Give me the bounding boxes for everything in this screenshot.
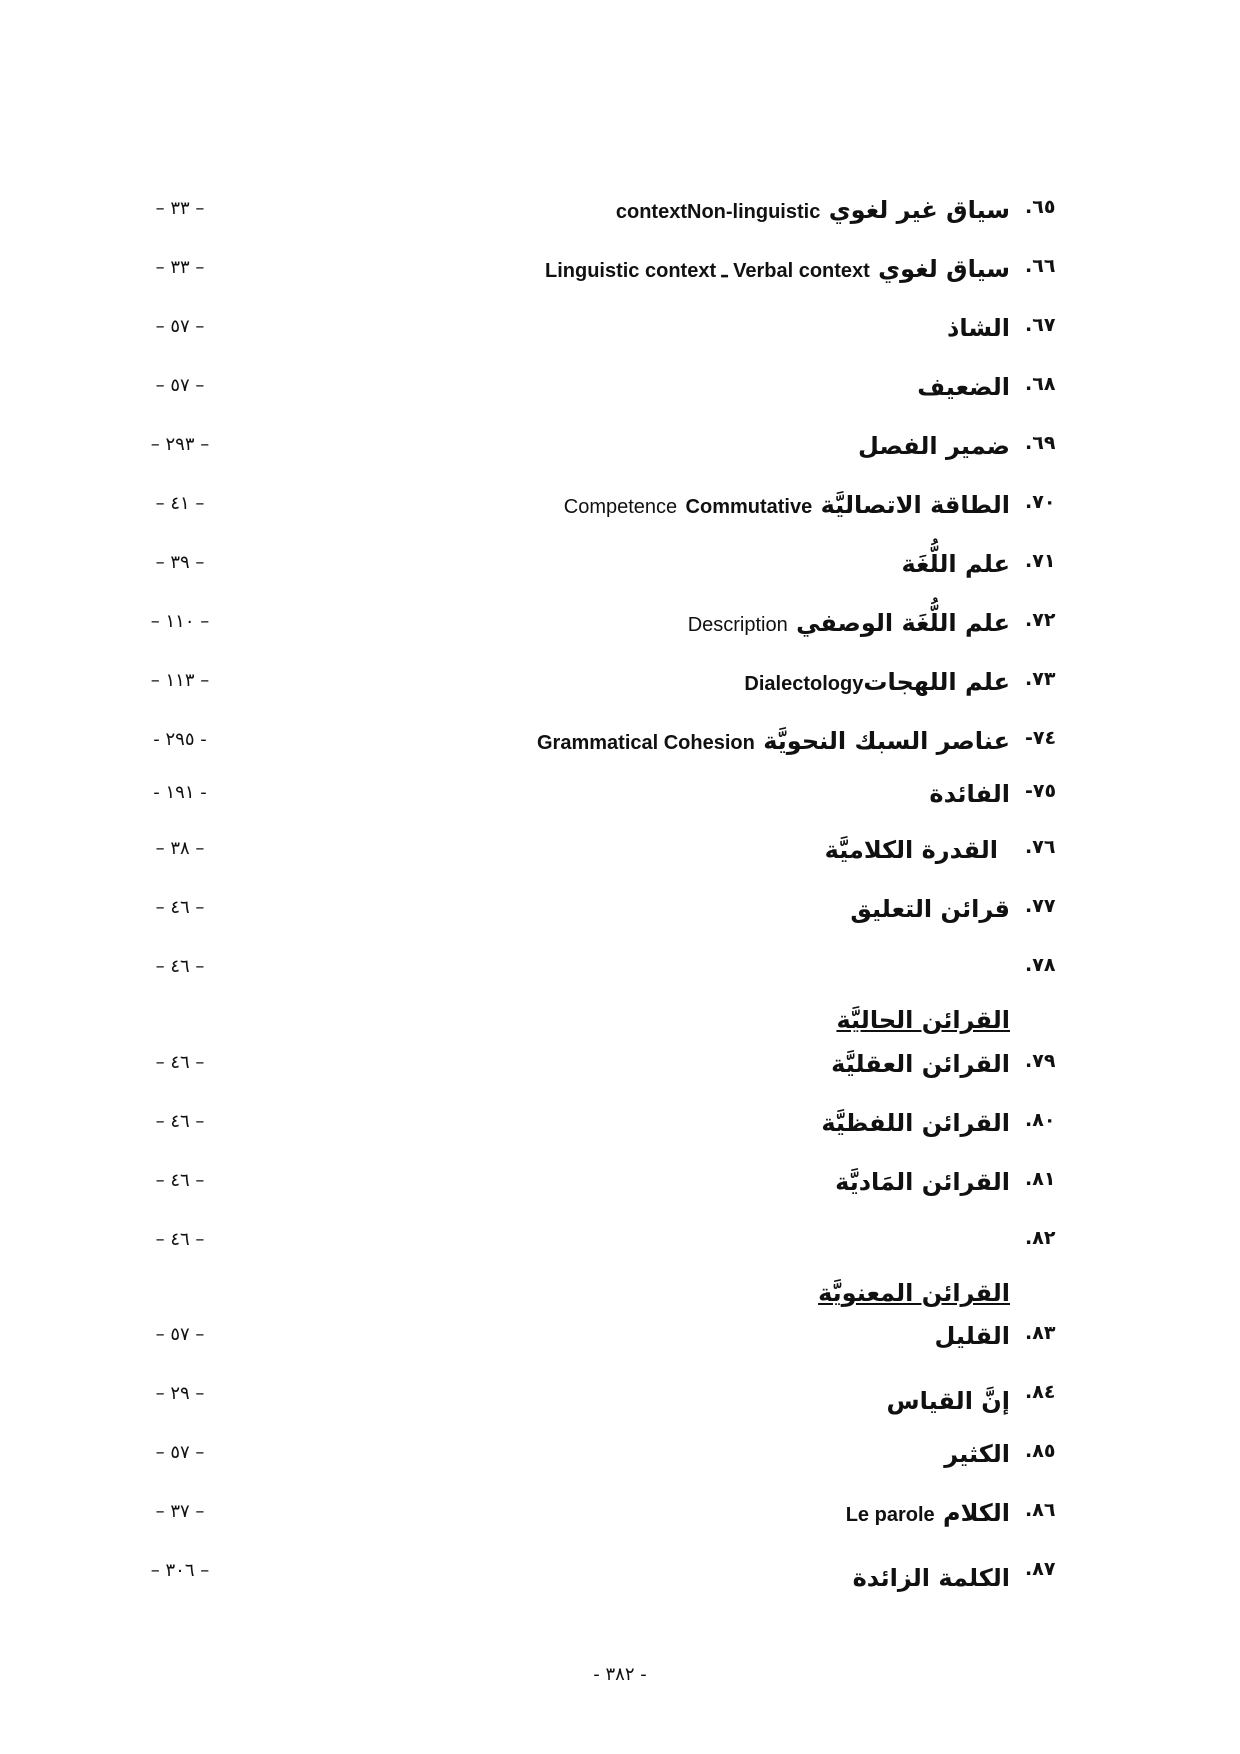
index-entry	[0, 1558, 1240, 1598]
entry-number: ٧٢.	[1025, 609, 1056, 631]
entry-term-arabic: الكثير	[944, 1440, 1010, 1468]
index-entry	[0, 1499, 1240, 1539]
entry-term-latin: Commutative	[685, 496, 813, 518]
entry-term-arabic: القرائن اللفظيَّة	[821, 1109, 1010, 1137]
entry-term-arabic: الفائدة	[929, 780, 1010, 808]
entry-page: – ٤٦ –	[155, 1111, 205, 1132]
entry-number: ٧٧.	[1025, 895, 1056, 917]
entry-number: ٦٩.	[1025, 432, 1056, 454]
entry-number: ٧٦.	[1025, 836, 1056, 858]
entry-page: – ١١٠ –	[150, 611, 210, 632]
entry-number: ٧٠.	[1025, 491, 1056, 513]
entry-number: ٨٦.	[1025, 1499, 1056, 1521]
entry-term-arabic: القرائن المَاديَّة	[835, 1168, 1010, 1196]
entry-number: ٨٥.	[1025, 1440, 1056, 1462]
entry-page: – ٤٦ –	[155, 956, 205, 977]
entry-number: ٧٩.	[1025, 1050, 1056, 1072]
index-entry	[0, 314, 1240, 354]
entry-term	[250, 196, 1010, 224]
entry-term	[250, 727, 1010, 755]
entry-number: ٦٧.	[1025, 314, 1056, 336]
entry-page: – ٣٩ –	[155, 552, 205, 573]
entry-term-arabic: عناصر السبك النحويَّة	[763, 727, 1010, 755]
entry-term-arabic: الضعيف	[917, 373, 1010, 401]
entry-term-arabic: سياق لغوي	[878, 255, 1010, 283]
entry-page: – ٢٩ –	[155, 1383, 205, 1404]
entry-number: ٨٤.	[1025, 1381, 1056, 1403]
entry-term-arabic: القرائن المعنويَّة	[818, 1279, 1010, 1307]
entry-page: – ٣٠٦ –	[150, 1560, 210, 1581]
entry-term	[250, 1387, 1010, 1415]
entry-number: ٧٣.	[1025, 668, 1056, 690]
entry-term	[250, 373, 1010, 401]
entry-term	[250, 491, 1010, 519]
entry-page: – ٤٦ –	[155, 897, 205, 918]
entry-term	[250, 314, 1010, 342]
index-entry	[0, 1168, 1240, 1208]
entry-term	[250, 780, 1010, 808]
index-entry	[0, 1050, 1240, 1090]
entry-term-latin-light: Description	[687, 614, 788, 636]
entry-page: – ٥٧ –	[155, 375, 205, 396]
entry-number: ٧١.	[1025, 550, 1056, 572]
entry-term	[250, 609, 1010, 637]
entry-term	[250, 1440, 1010, 1468]
entry-term	[250, 1109, 1010, 1137]
entry-page: - ٢٩٥ -	[153, 729, 207, 750]
entry-term	[250, 550, 1010, 578]
index-entry	[0, 491, 1240, 531]
entry-page: – ٥٧ –	[155, 1324, 205, 1345]
entry-term	[250, 255, 1010, 283]
entry-term-arabic: القرائن الحاليَّة	[836, 1006, 1010, 1034]
index-entry	[0, 432, 1240, 472]
index-entry	[0, 373, 1240, 413]
index-entry	[0, 895, 1240, 935]
entry-term-arabic: قرائن التعليق	[850, 895, 1010, 923]
entry-number: ٨٢.	[1025, 1227, 1056, 1249]
entry-term-latin: Le parole	[845, 1504, 935, 1526]
entry-page: - ١٩١ -	[153, 782, 207, 803]
entry-page: – ٢٩٣ –	[150, 434, 210, 455]
entry-number: ٨٧.	[1025, 1558, 1056, 1580]
index-entry	[0, 1381, 1240, 1421]
entry-number: ٦٦.	[1025, 255, 1056, 277]
entry-term	[250, 1499, 1010, 1527]
entry-term	[250, 432, 1010, 460]
entry-number: ٦٨.	[1025, 373, 1056, 395]
entry-term-arabic: علم اللُّغَة الوصفي	[796, 609, 1010, 637]
entry-page: – ٤٦ –	[155, 1052, 205, 1073]
index-entry	[0, 954, 1240, 1044]
entry-number: ٦٥.	[1025, 196, 1056, 218]
entry-term	[250, 1322, 1010, 1350]
entry-page: – ٥٧ –	[155, 316, 205, 337]
entry-term-arabic: إنَّ القياس	[886, 1387, 1010, 1415]
entry-term-arabic: علم اللهجات	[863, 668, 1010, 696]
entry-term	[238, 836, 1010, 864]
entry-term-latin: Verbal context ـ Linguistic context	[544, 260, 870, 282]
entry-term	[250, 1279, 1010, 1307]
entry-page: – ٤٦ –	[155, 1229, 205, 1250]
entry-number: ٨٣.	[1025, 1322, 1056, 1344]
entry-term	[250, 895, 1010, 923]
entry-page: – ٣٨ –	[155, 838, 205, 859]
entry-term-latin: contextNon-linguistic	[615, 201, 821, 223]
entry-term-arabic: الكلام	[942, 1499, 1010, 1527]
entry-term-arabic: الشاذ	[947, 314, 1010, 342]
entry-page: – ٥٧ –	[155, 1442, 205, 1463]
entry-term-latin-light: Competence	[563, 496, 678, 518]
page-number: - ٣٨٢ -	[593, 1664, 647, 1685]
entry-number: ٨٠.	[1025, 1109, 1056, 1131]
entry-page: – ٤٦ –	[155, 1170, 205, 1191]
index-entry	[0, 1227, 1240, 1317]
index-entry	[0, 1109, 1240, 1149]
entry-page: – ١١٣ –	[150, 670, 210, 691]
index-entry	[0, 196, 1240, 236]
index-entry	[0, 255, 1240, 295]
entry-term-arabic: القرائن العقليَّة	[831, 1050, 1010, 1078]
entry-page: – ٣٧ –	[155, 1501, 205, 1522]
index-entry	[0, 609, 1240, 649]
entry-term-arabic: الطاقة الاتصاليَّة	[820, 491, 1010, 519]
index-entry	[0, 1322, 1240, 1362]
entry-term	[250, 1168, 1010, 1196]
entry-page: – ٤١ –	[155, 493, 205, 514]
index-entry	[0, 780, 1240, 820]
entry-number: ٧٥-	[1025, 780, 1057, 802]
entry-term	[250, 1006, 1010, 1034]
entry-term-arabic: القدرة الكلاميَّة	[824, 836, 998, 864]
index-entry	[0, 836, 1240, 876]
entry-page: – ٣٣ –	[155, 198, 205, 219]
index-entry	[0, 727, 1240, 767]
index-entry	[0, 668, 1240, 708]
entry-term	[250, 1564, 1010, 1592]
entry-term-arabic: سياق غير لغوي	[828, 196, 1010, 224]
entry-number: ٧٨.	[1025, 954, 1056, 976]
entry-term	[250, 668, 1010, 696]
entry-term-arabic: الكلمة الزائدة	[852, 1564, 1010, 1592]
entry-term-arabic: علم اللُّغَة	[901, 550, 1010, 578]
index-entry	[0, 1440, 1240, 1480]
entry-term-arabic: ضمير الفصل	[858, 432, 1010, 460]
entry-term-arabic: القليل	[934, 1322, 1010, 1350]
entry-term-latin: Grammatical Cohesion	[537, 732, 755, 754]
entry-term	[250, 1050, 1010, 1078]
index-entry	[0, 550, 1240, 590]
entry-number: ٧٤-	[1025, 727, 1057, 749]
entry-number: ٨١.	[1025, 1168, 1056, 1190]
entry-term-latin: Dialectology	[744, 673, 864, 695]
entry-page: – ٣٣ –	[155, 257, 205, 278]
